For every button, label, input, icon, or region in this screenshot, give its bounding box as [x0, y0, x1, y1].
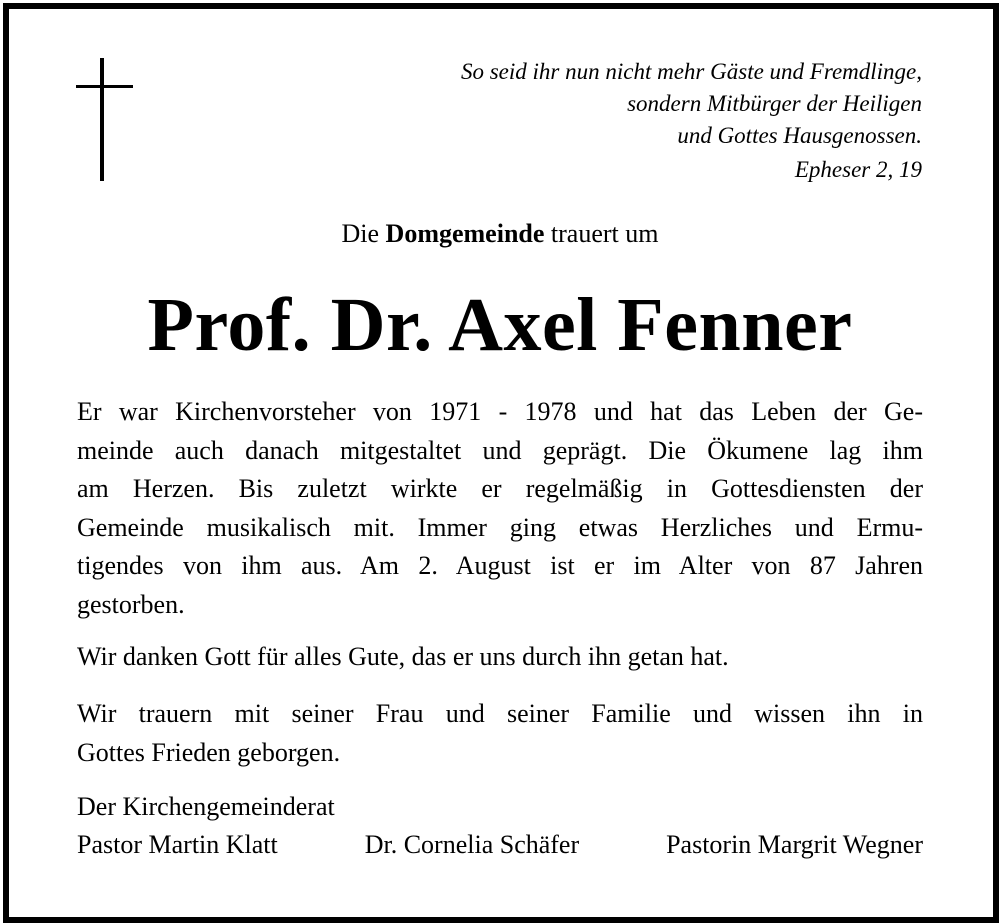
text-line: Wir trauern mit seiner Frau und seiner Familie und wissen ihn in [77, 699, 923, 728]
text-line: Gemeinde musikalisch mit. Immer ging etwas Herzliches und Ermu- [77, 512, 923, 542]
signer-name: Pastorin Margrit Wegner [666, 830, 923, 859]
council-name: Der Kirchengemeinderat [77, 792, 335, 821]
verse-line: sondern Mitbürger der Heiligen [627, 91, 922, 116]
signature-block [77, 788, 923, 864]
text-line: Er war Kirchenvorsteher von 1971 - 1978 und hat das Leben der Ge- [77, 397, 923, 426]
verse-line: und Gottes Hausgenossen. [677, 123, 922, 148]
intro-line [0, 217, 1000, 251]
bible-verse [461, 56, 922, 186]
text-line: am Herzen. Bis zuletzt wirkte er regelmäßig in Gottesdiensten der [77, 474, 923, 503]
verse-line: So seid ihr nun nicht mehr Gäste und Fremdlinge, [460, 59, 922, 84]
intro-before: Die [341, 219, 386, 248]
text-line: tigendes von ihm aus. Am 2. August ist er im Alter von 87 Jahren [77, 551, 923, 580]
paragraph-mourning [77, 695, 923, 772]
text-line: meinde auch danach mitgestaltet und geprägt. Die Ökumene lag ihm [77, 435, 923, 465]
text-line: Wir danken Gott für alles Gute, das er uns durch ihn getan hat. [77, 642, 729, 671]
signer-name: Pastor Martin Klatt [77, 830, 278, 859]
signers-row [77, 826, 923, 864]
verse-reference: Epheser 2, 19 [794, 157, 922, 182]
deceased-name: Prof. Dr. Axel Fenner [147, 283, 853, 367]
text-line: gestorben. [77, 589, 185, 619]
intro-after: trauert um [544, 219, 659, 248]
signer-name: Dr. Cornelia Schäfer [364, 830, 580, 859]
text-line: Gottes Frieden geborgen. [77, 737, 341, 767]
paragraph-biography [77, 393, 923, 624]
congregation-name: Domgemeinde [385, 219, 545, 248]
paragraph-thanks [77, 638, 923, 677]
